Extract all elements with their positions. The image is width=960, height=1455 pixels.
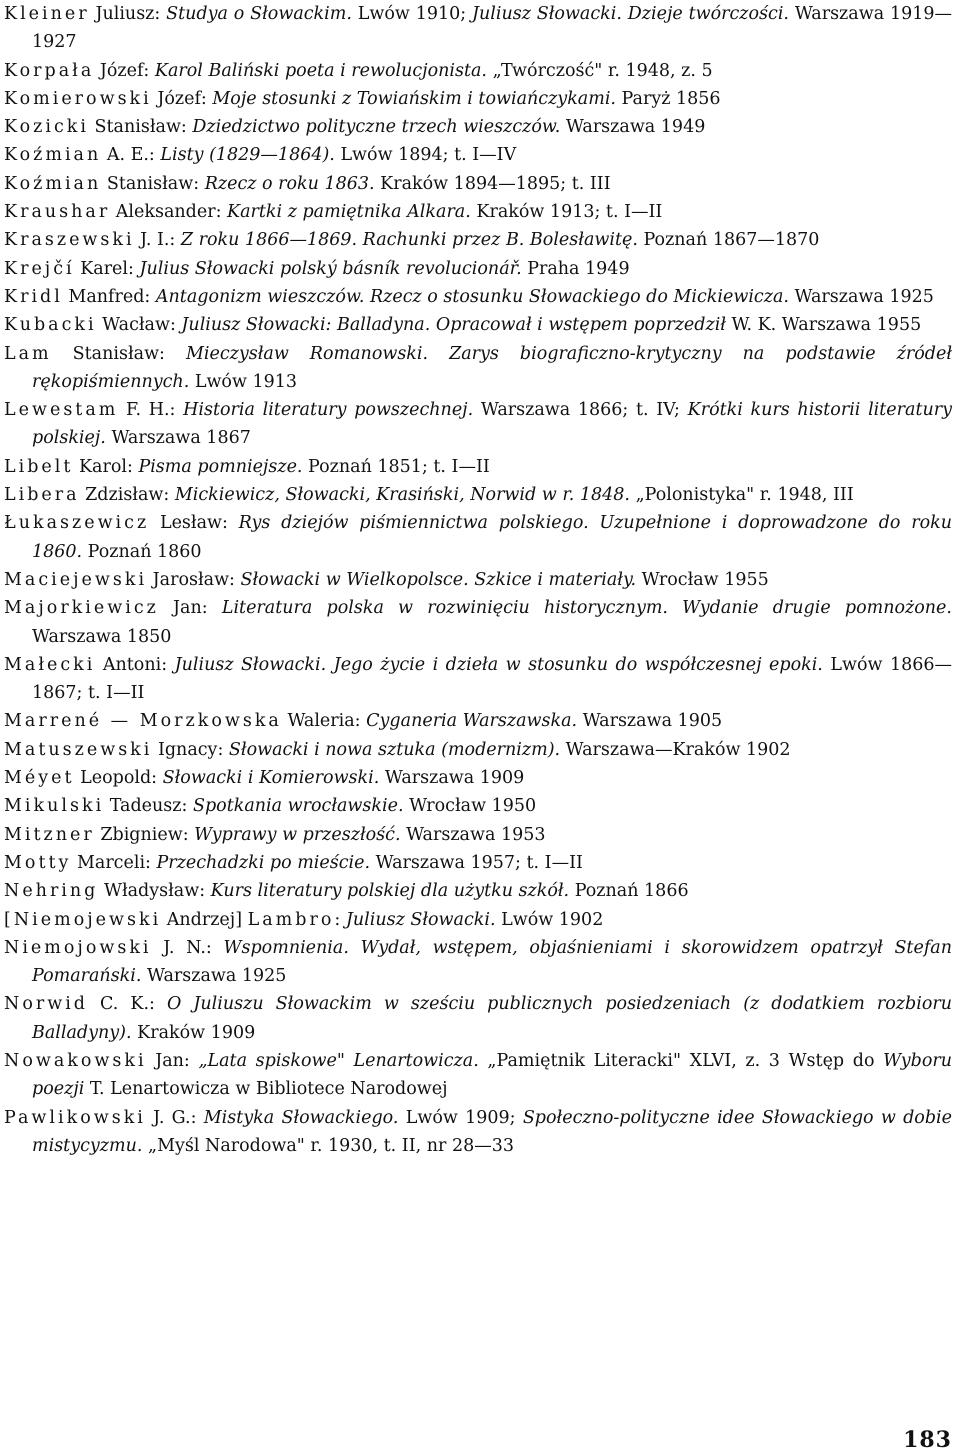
- bibliography-entry: [4, 85, 952, 113]
- entry-author: [Niemojewski: [4, 909, 162, 930]
- entry-text: Wacław:: [96, 315, 182, 336]
- entry-text: Aleksander:: [110, 202, 228, 223]
- entry-text: „Twórczość" r. 1948, z. 5: [487, 60, 713, 81]
- entry-text: C. K.:: [88, 994, 167, 1015]
- entry-text: Poznań 1860: [82, 541, 202, 562]
- entry-text: :: [334, 909, 346, 930]
- entry-text: Manfred:: [62, 286, 156, 307]
- entry-author: Libelt: [4, 456, 74, 477]
- entry-text: A. E.:: [101, 145, 161, 166]
- entry-text: Lwów 1894; t. I—IV: [334, 145, 517, 166]
- entry-text: Wrocław 1955: [636, 569, 769, 590]
- entry-author: Maciejewski: [4, 569, 148, 590]
- entry-text: Marceli:: [71, 852, 157, 873]
- entry-text: Praha 1949: [521, 258, 630, 279]
- entry-author: Komierowski: [4, 88, 152, 109]
- entry-author: Niemojowski: [4, 937, 152, 958]
- entry-text: Andrzej]: [161, 909, 248, 930]
- entry-text: J. N.:: [151, 937, 224, 958]
- entry-text: Warszawa 1905: [577, 711, 723, 732]
- bibliography-entry: [4, 340, 952, 397]
- entry-text: Wrocław 1950: [403, 796, 537, 817]
- bibliography-entry: [4, 990, 952, 1047]
- entry-author: Kridl: [4, 286, 63, 307]
- entry-author: Kraushar: [4, 202, 111, 223]
- bibliography-entry: [4, 396, 952, 453]
- entry-text: Warszawa—Kraków 1902: [560, 739, 791, 760]
- bibliography-entry: [4, 113, 952, 141]
- entry-text: Antoni:: [95, 654, 175, 675]
- bibliography-entry: [4, 198, 952, 226]
- entry-text: Kraków 1909: [131, 1022, 256, 1043]
- entry-text: Józef:: [151, 88, 213, 109]
- entry-title: Mistyka Słowackiego.: [203, 1107, 399, 1128]
- entry-title: Słowacki i nowa sztuka (modernizm).: [228, 739, 561, 760]
- entry-title: Pisma pomniejsze.: [138, 456, 303, 477]
- bibliography-entry: [4, 0, 952, 57]
- entry-text: Lwów 1913: [189, 371, 298, 392]
- entry-text: Warszawa 1953: [400, 824, 546, 845]
- entry-title: Z roku 1866—1869. Rachunki przez B. Bolesławitę.: [180, 230, 638, 251]
- entry-text: J. G.:: [145, 1107, 204, 1128]
- entry-author: Lam: [4, 343, 52, 364]
- entry-author: Korpała: [4, 60, 95, 81]
- entry-title: Wyprawy w przeszłość.: [194, 824, 401, 845]
- entry-text: Józef:: [94, 60, 155, 81]
- bibliography-entry: [4, 311, 952, 339]
- entry-text: Jan:: [158, 598, 222, 619]
- entry-text: Karel:: [74, 258, 140, 279]
- entry-text: Warszawa 1867: [105, 428, 251, 449]
- entry-text: Poznań 1866: [569, 881, 689, 902]
- entry-title: Rzecz o roku 1863.: [204, 173, 375, 194]
- entry-text: Jarosław:: [147, 569, 241, 590]
- entry-text: Tadeusz:: [104, 796, 193, 817]
- entry-title: Rys dziejów piśmiennictwa polskiego. Uzupełnione i doprowadzone do roku 1860.: [32, 513, 952, 562]
- entry-text: Warszawa 1919—1927: [32, 4, 952, 53]
- bibliography-entry: [4, 170, 952, 198]
- entry-title: „Lata spiskowe" Lenartowicza.: [198, 1050, 479, 1071]
- entry-author: Kleiner: [4, 4, 90, 24]
- entry-author: Łukaszewicz: [4, 513, 150, 534]
- entry-author: Krejčí: [4, 258, 75, 279]
- entry-text: „Myśl Narodowa" r. 1930, t. II, nr 28—33: [142, 1135, 514, 1156]
- entry-text: Zbigniew:: [94, 824, 195, 845]
- entry-title: O Juliuszu Słowackim w sześciu publicznych posiedzeniach (z dodatkiem rozbioru Balladyny).: [32, 994, 952, 1043]
- entry-author: Koźmian: [4, 145, 102, 166]
- entry-author: Majorkiewicz: [4, 598, 159, 619]
- bibliography-entry: [4, 481, 952, 509]
- bibliography-entry: [4, 57, 952, 85]
- entry-text: Kraków 1894—1895; t. III: [374, 173, 611, 194]
- entry-text: Warszawa 1850: [32, 626, 172, 647]
- entry-title: Karol Baliński poeta i rewolucjonista.: [154, 60, 487, 81]
- entry-author: Mitzner: [4, 824, 95, 845]
- entry-text: Poznań 1867—1870: [637, 230, 820, 251]
- entry-text: Zdzisław:: [79, 485, 175, 506]
- bibliography-entry: [4, 821, 952, 849]
- entry-text: Paryż 1856: [615, 88, 721, 109]
- entry-title: Literatura polska w rozwinięciu historycznym. Wydanie drugie pomnożone.: [221, 598, 952, 619]
- entry-title: Społeczno-polityczne idee Słowackiego w dobie mistycyzmu.: [32, 1107, 952, 1156]
- entry-text: Warszawa 1925: [788, 286, 934, 307]
- bibliography-entry: [4, 764, 952, 792]
- entry-title: Mieczysław Romanowski. Zarys biograficzno-krytyczny na podstawie źródeł rękopiśmiennych.: [32, 343, 952, 392]
- entry-title: Juliusz Słowacki.: [345, 909, 496, 930]
- bibliography-entry: [4, 594, 952, 651]
- entry-text: F. H.:: [118, 400, 184, 421]
- entry-text: Warszawa 1957; t. I—II: [370, 852, 583, 873]
- page-number: 183: [903, 1427, 952, 1453]
- entry-text: Stanisław:: [101, 173, 205, 194]
- entry-text: Stanisław:: [88, 117, 193, 138]
- entry-title: Kurs literatury polskiej dla użytku szkół.: [210, 881, 570, 902]
- entry-text: Jan:: [146, 1050, 199, 1071]
- entry-title: Juliusz Słowacki: Balladyna. Opracował i wstępem poprzedził: [181, 315, 726, 336]
- entry-title: Wyboru poezji: [32, 1050, 952, 1100]
- bibliography-entry: [4, 736, 952, 764]
- entry-author: Marrené — Morzkowska: [4, 711, 282, 732]
- bibliography-entry: [4, 509, 952, 566]
- entry-title: Wspomnienia. Wydał, wstępem, objaśnieniami i skorowidzem opatrzył Stefan Pomarański.: [32, 937, 953, 987]
- entry-text: Lwów 1866—1867; t. I—II: [32, 654, 952, 704]
- entry-text: Juliusz:: [89, 4, 167, 24]
- entry-text: T. Lenartowicza w Bibliotece Narodowej: [84, 1079, 448, 1100]
- entry-text: Waleria:: [281, 711, 367, 732]
- bibliography-entry: [4, 849, 952, 877]
- entry-text: Lwów 1910;: [351, 4, 472, 24]
- entry-text: Stanisław:: [51, 343, 186, 364]
- entry-title: Kartki z pamiętnika Alkara.: [227, 202, 471, 223]
- entry-text: Warszawa 1866; t. IV;: [473, 400, 688, 421]
- entry-pseudonym: Lambro: [247, 909, 335, 930]
- entry-title: Antagonizm wieszczów. Rzecz o stosunku Słowackiego do Mickiewicza.: [155, 286, 789, 307]
- bibliography-entry: [4, 453, 952, 481]
- entry-title: Cyganeria Warszawska.: [366, 711, 578, 732]
- bibliography-entry: [4, 1047, 952, 1104]
- entry-author: Lewestam: [4, 400, 119, 421]
- bibliography-entry: [4, 707, 952, 735]
- entry-text: Leopold:: [74, 768, 163, 789]
- entry-title: Dziedzictwo polityczne trzech wieszczów.: [192, 117, 561, 138]
- entry-title: Mickiewicz, Słowacki, Krasiński, Norwid w r. 1848.: [174, 485, 630, 506]
- entry-text: Władysław:: [98, 881, 211, 902]
- entry-text: Poznań 1851; t. I—II: [302, 456, 490, 477]
- entry-title: Juliusz Słowacki. Dzieje twórczości.: [471, 4, 789, 24]
- entry-text: „Polonistyka" r. 1948, III: [630, 485, 854, 506]
- entry-title: Spotkania wrocławskie.: [192, 796, 404, 817]
- entry-author: Méyet: [4, 768, 75, 789]
- bibliography-entry: [4, 255, 952, 283]
- bibliography-list: [4, 0, 952, 1160]
- entry-author: Koźmian: [4, 173, 102, 194]
- entry-title: Słowacki i Komierowski.: [162, 768, 380, 789]
- bibliography-entry: [4, 877, 952, 905]
- entry-title: Przechadzki po mieście.: [156, 852, 371, 873]
- entry-text: Warszawa 1909: [379, 768, 525, 789]
- entry-author: Libera: [4, 485, 80, 506]
- entry-text: Warszawa 1925: [141, 966, 287, 987]
- entry-author: Mikulski: [4, 796, 105, 817]
- entry-author: Norwid: [4, 994, 88, 1015]
- entry-title: Julius Słowacki polský básník revolucionář.: [139, 258, 522, 279]
- entry-title: Słowacki w Wielkopolsce. Szkice i materiały.: [240, 569, 637, 590]
- entry-author: Pawlikowski: [4, 1107, 146, 1128]
- bibliography-entry: [4, 651, 952, 708]
- bibliography-entry: [4, 1104, 952, 1161]
- entry-text: „Pamiętnik Literacki" XLVI, z. 3 Wstęp do: [478, 1050, 884, 1071]
- entry-author: Motty: [4, 852, 72, 873]
- entry-author: Kubacki: [4, 315, 97, 336]
- entry-title: Studya o Słowackim.: [166, 4, 352, 24]
- bibliography-entry: [4, 283, 952, 311]
- bibliography-entry: [4, 792, 952, 820]
- bibliography-entry: [4, 226, 952, 254]
- entry-author: Kozicki: [4, 117, 89, 138]
- entry-author: Nehring: [4, 881, 99, 902]
- bibliography-entry: [4, 934, 952, 991]
- entry-title: Moje stosunki z Towiańskim i towiańczykami.: [212, 88, 616, 109]
- entry-author: Małecki: [4, 654, 96, 675]
- entry-text: Warszawa 1949: [560, 117, 706, 138]
- entry-text: Lesław:: [149, 513, 239, 534]
- entry-title: Krótki kurs historii literatury polskiej.: [32, 400, 953, 449]
- entry-author: Nowakowski: [4, 1050, 147, 1071]
- entry-text: Ignacy:: [152, 739, 229, 760]
- bibliography-entry: [4, 141, 952, 169]
- entry-title: Juliusz Słowacki. Jego życie i dzieła w stosunku do współczesnej epoki.: [174, 654, 823, 675]
- entry-text: W. K. Warszawa 1955: [725, 315, 922, 336]
- entry-title: Listy (1829—1864).: [160, 145, 335, 166]
- entry-text: Karol:: [73, 456, 139, 477]
- bibliography-entry: [4, 906, 952, 934]
- entry-text: Lwów 1902: [495, 909, 604, 930]
- entry-text: Kraków 1913; t. I—II: [470, 202, 663, 223]
- entry-text: J. I.:: [134, 230, 181, 251]
- entry-text: Lwów 1909;: [398, 1107, 523, 1128]
- entry-author: Matuszewski: [4, 739, 153, 760]
- bibliography-entry: [4, 566, 952, 594]
- entry-author: Kraszewski: [4, 230, 135, 251]
- entry-title: Historia literatury powszechnej.: [183, 400, 474, 421]
